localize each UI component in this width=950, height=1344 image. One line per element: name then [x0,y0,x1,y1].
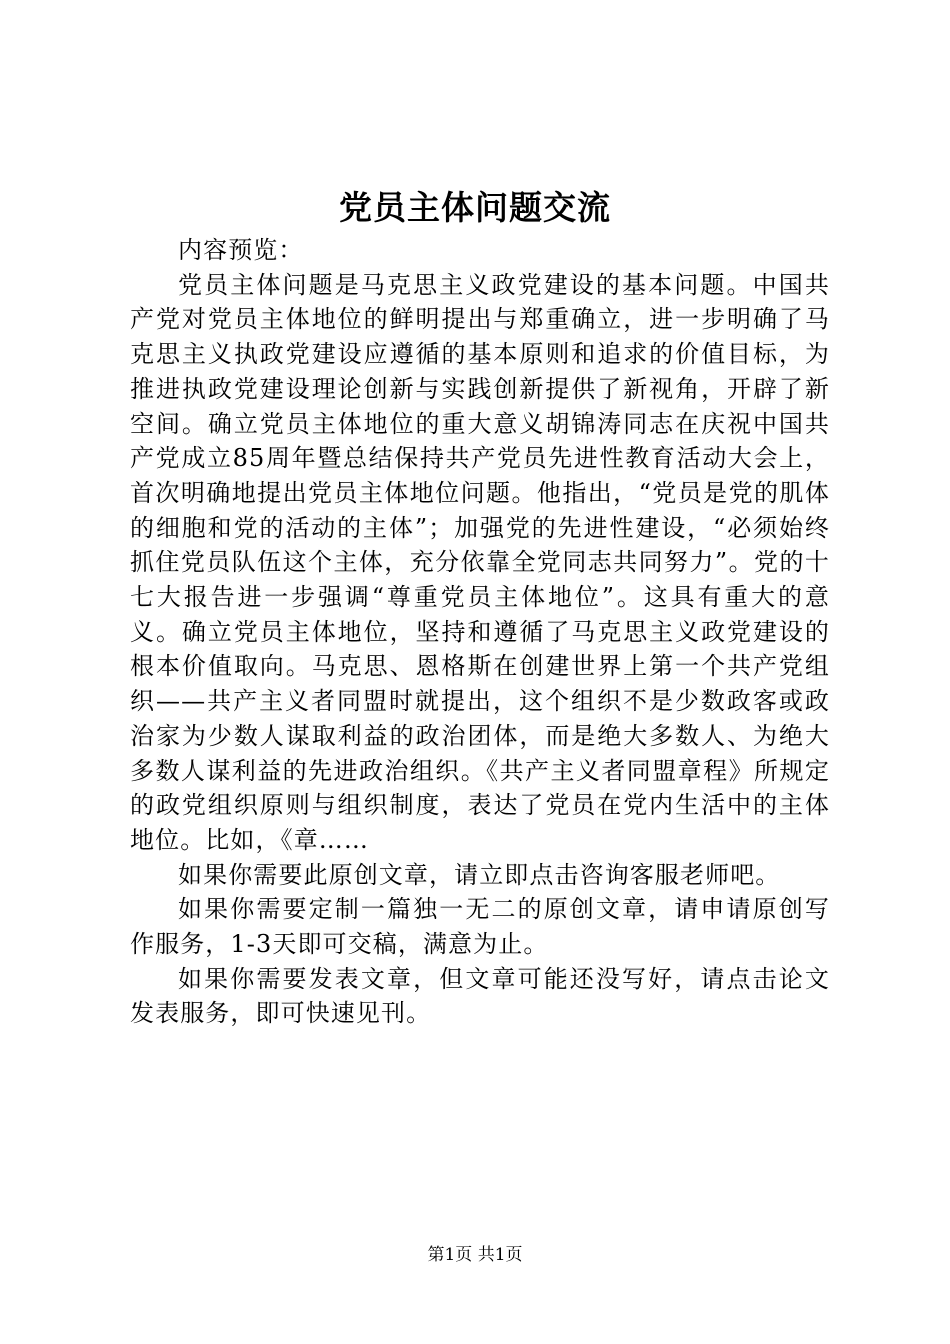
main-paragraph: 党员主体问题是马克思主义政党建设的基本问题。中国共产党对党员主体地位的鲜明提出与郑重确立，进一步明确了马克思主义执政党建设应遵循的基本原则和追求的价值目标，为推进执政党建设理论创新与实践创新提供了新视角，开辟了新空间。确立党员主体地位的重大意义胡锦涛同志在庆祝中国共产党成立85周年暨总结保持共产党员先进性教育活动大会上，首次明确地提出党员主体地位问题。他指出，“党员是党的肌体的细胞和党的活动的主体”；加强党的先进性建设，“必须始终抓住党员队伍这个主体，充分依靠全党同志共同努力”。党的十七大报告进一步强调“尊重党员主体地位”。这具有重大的意义。确立党员主体地位，坚持和遵循了马克思主义政党建设的根本价值取向。马克思、恩格斯在创建世界上第一个共产党组织——共产主义者同盟时就提出，这个组织不是少数政客或政治家为少数人谋取利益的政治团体，而是绝大多数人、为绝大多数人谋利益的先进政治组织。《共产主义者同盟章程》所规定的政党组织原则与组织制度，表达了党员在党内生活中的主体地位。比如，《章…… [130,270,830,854]
service-paragraph-custom-writing: 如果你需要定制一篇独一无二的原创文章，请申请原创写作服务，1-3天即可交稿，满意为止。 [130,895,830,959]
service-paragraph-consult: 如果你需要此原创文章，请立即点击咨询客服老师吧。 [178,860,781,889]
page-number-footer: 第1页 共1页 [427,1245,523,1265]
document-title: 党员主体问题交流 [339,188,611,227]
document-body [130,233,830,1031]
preview-label: 内容预览： [178,236,304,264]
service-paragraph-publishing: 如果你需要发表文章，但文章可能还没写好，请点击论文发表服务，即可快速见刊。 [130,964,830,1028]
